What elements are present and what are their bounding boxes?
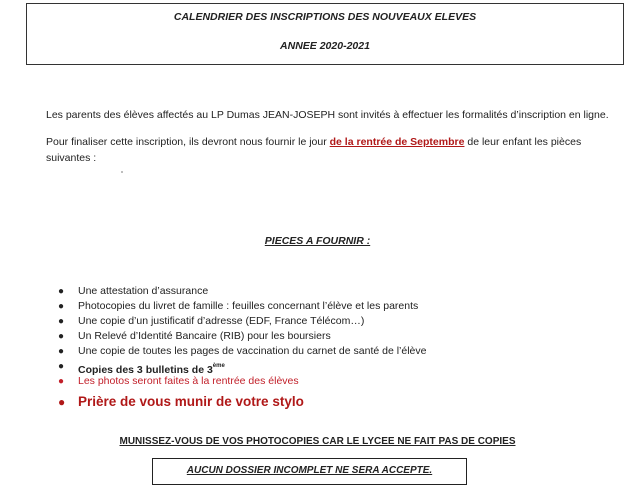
list-item-text: Une copie de toutes les pages de vaccination du carnet de santé de l’élève: [78, 345, 427, 357]
list-item-text: Photocopies du livret de famille : feuilles concernant l’élève et les parents: [78, 300, 419, 312]
incomplete-warning: AUCUN DOSSIER INCOMPLET NE SERA ACCEPTE.: [152, 458, 467, 485]
header-box: [26, 3, 624, 65]
bullet-icon: ●: [58, 301, 65, 312]
documents-list: [58, 284, 426, 412]
document-title: CALENDRIER DES INSCRIPTIONS DES NOUVEAUX ELEVES: [173, 11, 477, 23]
superscript-eme: ème: [212, 363, 225, 369]
bullet-icon: ●: [58, 286, 65, 297]
photocopies-notice: MUNISSEZ-VOUS DE VOS PHOTOCOPIES CAR LE LYCEE NE FAIT PAS DE COPIES: [119, 436, 516, 447]
list-item: [58, 284, 426, 299]
list-item-photos: [58, 374, 426, 389]
bullet-icon: ●: [58, 316, 65, 327]
finalize-paragraph: [46, 134, 623, 166]
list-item-pen: [58, 392, 426, 412]
pen-note: Prière de vous munir de votre stylo: [78, 394, 304, 409]
rentree-emphasis: de la rentrée de Septembre: [329, 136, 465, 148]
bullet-icon: ●: [58, 361, 65, 372]
bullet-icon: ●: [58, 331, 65, 342]
list-item: [58, 344, 426, 359]
list-item: [58, 299, 426, 314]
finalize-text-end: de leur enfant les pièces suivantes :: [46, 136, 582, 164]
list-item-text: Une attestation d’assurance: [78, 285, 209, 297]
intro-paragraph: Les parents des élèves affectés au LP Dumas JEAN-JOSEPH sont invités à effectuer les formalités d’inscription en ligne.: [46, 109, 609, 121]
bulletins-text: Copies des 3 bulletins de 3: [78, 364, 213, 376]
photos-note: Les photos seront faites à la rentrée des élèves: [78, 375, 299, 387]
bullet-icon: ●: [58, 346, 65, 357]
scan-speck: [121, 171, 123, 173]
list-item-bulletins: [58, 359, 426, 374]
list-item: [58, 314, 426, 329]
list-item: [58, 329, 426, 344]
school-year: ANNEE 2020-2021: [280, 40, 370, 52]
finalize-text-start: Pour finaliser cette inscription, ils devront nous fournir le jour: [46, 136, 330, 148]
list-item-text: Une copie d’un justificatif d’adresse (EDF, France Télécom…): [78, 315, 365, 327]
bullet-icon: ●: [58, 395, 66, 409]
documents-title: PIECES A FOURNIR :: [264, 235, 371, 247]
bullet-icon: ●: [58, 376, 65, 387]
list-item-text: Un Relevé d’Identité Bancaire (RIB) pour les boursiers: [78, 330, 331, 342]
